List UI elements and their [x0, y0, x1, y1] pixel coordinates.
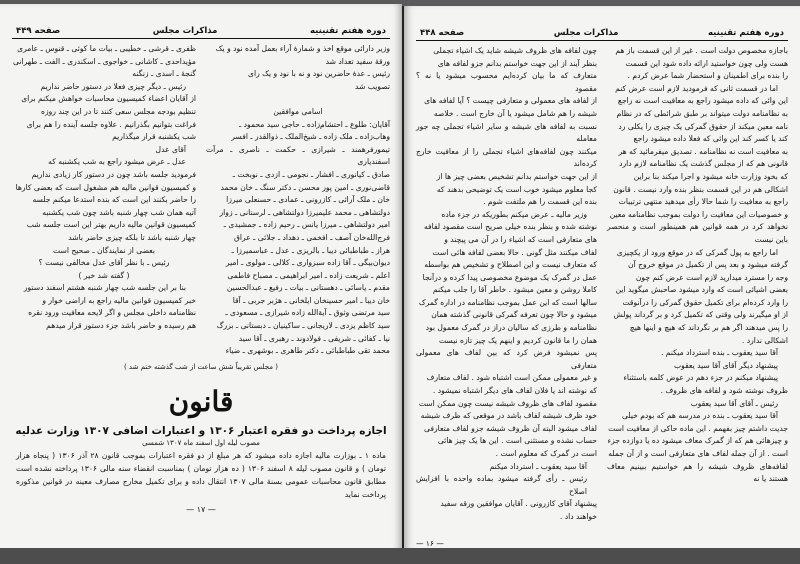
text-line: کمیسیون قوانین مالیه داریم بهتر این است جلسه شب	[26, 220, 196, 230]
adjournment-note: ( مجلس تقریباً شش ساعت از شب گذشته ختم شد )	[123, 362, 279, 371]
text-line: خود ظرف شیشه لفاف باشد در موقعی که ظرف شیشه	[420, 411, 597, 421]
text-line: آقا سید یعقوب ـ بنده استرداد میکنم .	[660, 348, 778, 358]
text-line: مقدم ـ یاسائی ـ دهستانی ـ بیات ـ رفیع ـ عبدالحسین	[226, 283, 390, 293]
text-line: سید کاظم یزدی ـ لاریجانی ـ ساکینیان ـ دبستانی ـ بزرگ	[216, 321, 390, 331]
text-line: آقای عدل	[155, 144, 186, 154]
text-line: فراغت بتوانیم بگذرانیم . علاوه جلسه آینده را هم برای	[26, 119, 196, 129]
text-line: وجه را مسترد میدارید لازم است عرض کنم چون	[635, 272, 788, 282]
text-line: خواهند داد .	[559, 511, 597, 521]
text-line: آقا سید یعقوب ـ بنده در مدرسه هم که بودم خیلی	[621, 411, 778, 421]
text-line: تیمورفرهمند ـ شیرازی ـ حکمت ـ ناصری ـ مرآت اسفندیاری	[206, 144, 390, 167]
text-line: سید مرتضی وثوق ـ آیة‌الله زاده شیرازی ـ مسعودی ـ	[225, 308, 390, 318]
text-line: است . از آن جمله لفاف های متعارفی است و از آن جمله	[608, 449, 788, 458]
right-page	[402, 6, 800, 554]
text-line: هم رسیده و حاضر باشد جزء دستور قرار میدهم	[46, 321, 196, 331]
text-line: رئیس ـ آقای آقا سید یعقوب	[690, 398, 778, 408]
text-line: کند یا کسر کند این وائی که فعلا داده میشود راجع	[633, 134, 788, 144]
text-line: باجازه مخصوص دولت است . غیر از این قسمت باز هم	[615, 46, 788, 55]
text-line: و چیزهائی هم که از گمرک معاف میشود ده یا دوازده جزء	[607, 436, 788, 446]
text-line: مؤیداحدی ـ کاشانی ـ خواجوی ـ اسکندری ـ الفت ـ طهرانی	[13, 56, 196, 66]
text-line: گنجهٔ ـ اسدی ـ زنگنه	[132, 69, 196, 79]
text-line: حساب نشده و مستثنی است . این ها یک چیز هائی	[437, 436, 597, 446]
text-line: بنده این قسمت را هم ملتفت شوم .	[483, 197, 597, 207]
text-line: خبر کمیسیون قوانین مالیه راجع به اراضی خوار و	[42, 295, 196, 305]
text-line: رئیس ـ عدهٔ حاضرین نود و نه با نود و یک رای	[248, 69, 390, 79]
text-line: دیوان‌بیگی ـ آقا زاده سبزواری ـ کلالی ـ مولوی ـ امیر	[225, 258, 390, 268]
text-line: را بنده برای اطمینان و استحضار شما عرض کردم .	[627, 71, 788, 81]
text-line: وزیر مالیه ـ عرض میکنم بطوریکه در جزء ماده	[441, 209, 587, 219]
text-line: شب یکشنبه قرار میگذاریم	[112, 132, 196, 142]
law-approval-date: مصوب لیله اول اسفند ماه ۱۳۰۷ شمسی	[142, 438, 260, 447]
right-folio: — ۱۶ —	[416, 539, 444, 548]
text-line: نسبت به لفافه های شیشه و سایر اشیاء تجملی چه جور معامله	[416, 121, 597, 144]
text-line: از لفافه های معمولی و متعارفی چیست ؟ آیا لفافه های	[424, 96, 597, 106]
text-line: آتیه همان شب چهار شنبه باشد چون شب یکشنبه	[42, 207, 196, 217]
text-line: رئیس ـ رأی گرفته میشود بماده واحده با افزایش اصلاح	[416, 474, 587, 496]
text-line: و خصوصیات این معافیت را دولت بموجب نظامنامه معین	[609, 209, 788, 219]
text-line: است در گمرک که معلوم است .	[495, 449, 597, 458]
text-line: پیشنهاد آقای کازرونی . آقایان موافقین ورقه سفید	[440, 499, 597, 509]
text-line: های متعارفی است که اشیاء را در آن می پیچند و	[444, 234, 597, 244]
text-line: اما در قسمت ثانی که فرمودید لازم است عرض کنم	[615, 83, 778, 93]
text-line: از این جهت خواستم بدانم تشخیص بعضی چیز ها از	[436, 171, 597, 181]
text-line: که بخود وزارت خانه میشود و اجرا میکند بنا براین	[633, 171, 788, 181]
text-line: ( گفته شد خیر )	[78, 270, 130, 280]
text-line: و غیر معمولی ممکن است اشتباه شود . لفاف متعارف	[426, 373, 597, 383]
text-line: به نظامنامه دولت میتواند بر طبق شرائطی که در نظام	[616, 108, 788, 118]
text-line: چون لفافه های ظروف شیشه شاید یک اشیاء تجملی	[433, 46, 597, 55]
text-line: قانونی هم که از مجلس گذشت یک نظامنامه لازم دارد	[619, 159, 788, 169]
right-journal-title: مذاکرات مجلس	[553, 28, 619, 38]
text-line: بعضی از نمایندگان ـ صحیح است	[53, 245, 155, 255]
left-page-left-column	[12, 43, 196, 358]
text-line: راجع به معافیت را شما حالا رأی میدهید منتهی ترتیبات	[618, 197, 788, 207]
left-running-head	[12, 22, 390, 39]
text-line: نظامنامه داخلی مجلس و اگر لایحه معافیت ورود نقره	[28, 308, 196, 318]
text-line	[206, 93, 390, 106]
text-line: را پس میدهند اگر هم بر نگرداند که هیچ و اینها هیچ	[629, 323, 788, 333]
text-line: از آقایان اعضاء کمیسیون محاسبات خواهش میکنم برای	[21, 94, 196, 104]
text-line: فرمودید جلسه باشد چون در دستور کار زیادی نداریم	[31, 169, 196, 179]
text-line: نوشته شده و بنظر بنده خیلی صریح است مقصود لفافه	[423, 222, 597, 232]
text-line: کاملا روشن و معین میشود . خاطر آقا را جلب میکنم	[432, 285, 597, 295]
text-line: خان ـ ملک آرائی ـ کازرونی ـ عمادی ـ حسنعلی میرزا	[226, 195, 390, 205]
text-line: صادق ـ کیانوری ـ افشار ـ نجومی ـ ازدی ـ نوبخت ـ	[232, 169, 390, 179]
text-line: کجا معلوم میشود خوب است یک توضیحی بدهند که	[436, 184, 597, 194]
text-line: را حاضر بکنند این است که بنده استدعا میکنم جلسه	[32, 195, 196, 205]
text-line: جدیت داشتم چیز بفهمم . این ماده حاکی از معافیت است	[608, 423, 788, 433]
text-line: پیشنهاد دیگر آقای آقا سید یعقوب	[674, 360, 778, 370]
text-line: چهار شنبه باشد تا بلکه چیزی حاضر باشد	[68, 232, 196, 242]
text-line: خان دیبا ـ امیر حسینخان ایلخانی ـ هژبر جربی ـ آقا	[232, 295, 390, 305]
text-line: پس نمیشود فرض کرد که بین لفاف های معمولی متعارفی	[416, 348, 597, 370]
text-line: فرج‌الله‌خان آصف ـ افخمی ـ دهداد ـ جلائی ـ عراق	[234, 232, 390, 242]
text-line: همان را ما قانون کردیم و اینهم یک چیز تازه نیست	[438, 335, 597, 345]
text-line: سالها است که این عمل بموجب نظامنامه در اداره گمرک	[418, 297, 597, 307]
text-line: رئیس ـ با نظر آقای عدل مخالفی نیست ؟	[38, 258, 170, 268]
text-line: نظامنامه و طرزی که سالیان دراز در گمرک معمول بود	[425, 323, 597, 333]
text-line: مقصود لفاف های ظروف شیشه نیست چون ممکن است	[418, 398, 597, 408]
text-line: لفافه‌های ظروف شیشه را هم خواستیم ببینیم معاف هستند یا نه	[607, 461, 788, 484]
left-page-number: صفحه ۴۴۹	[16, 26, 61, 36]
text-line: وزیر دارائی موقع اخذ و شمارهٔ آراء بعمل آمده نود و یک	[215, 44, 390, 53]
law-article-1: ماده ۱ ـ بوزارت مالیه اجازه داده میشود که هر مبلغ از دو فقره اعتبارات بموجب قانون ۲۸ آذر ۱۳۰۶ ( پنجاه هزار تومان ) و قانون مصوب لیله ۸ اسفند ۱۳۰۶ ( ده هزار تومان ) بمناسبت انقضاء سنه مالی ۱۳۰۶ پرداخته نشده است مطابق قانون محاسبات عمومی بسنهٔ مالی ۱۳۰۷ انتقال داده و برای تکمیل مخارج مصارف معینه در قوانین مذکوره پرداخت نماید	[16, 450, 387, 499]
text-line: اسامی موافقین	[273, 106, 323, 116]
text-line: اعلم ـ شریعت زاده ـ امیر ابراهیمی ـ مصباح فاطمی	[227, 270, 390, 280]
text-line: امیر دولتشاهی ـ میرزا یانس ـ رحیم زاده ـ جمشیدی ـ	[223, 220, 390, 230]
text-line: آقایان: طلوع ـ احتشام‌زاده ـ حاجی سید محمود ـ	[239, 119, 390, 129]
right-page-number: صفحه ۴۴۸	[420, 28, 465, 38]
text-line: این وائی که داده میشود راجع به معافیت است نه راجع	[617, 96, 788, 106]
left-page-right-column	[206, 43, 390, 358]
text-line: پیشنهاد میکنم در جزء دهم در عوض کلمه باستثناء	[623, 373, 778, 383]
left-page	[0, 4, 402, 552]
text-line: هست ولی چون خواستید ارائه داده شود این قسمت	[625, 58, 788, 68]
text-line: اما راجع به پول گمرکی که در موقع ورود از یکچیزی	[616, 247, 778, 257]
text-line: بعضی اشیائی است که وارد میشود صاحبش میگوید این	[615, 285, 788, 295]
right-page-left-column	[416, 45, 597, 524]
text-line: بنظر آیند از این جهت خواستم بدانم جزو لفافه های	[437, 58, 597, 68]
text-line: و کمیسیون قوانین مالیه هم مشغول است که بعضی کارها	[15, 182, 196, 192]
text-line: گرفته میشود و بعد پس از تکمیل در موقع خروج آن	[628, 260, 788, 270]
text-line: از او میگیرند ولی وقتی که تکمیل کرد و بر گرداند پولش	[613, 310, 788, 320]
text-line: قاضی‌نوری ـ امین پور محسن ـ دکتر سنگ ـ خان محمد	[220, 182, 390, 192]
left-columns	[12, 43, 390, 358]
law-heading: قانون	[168, 384, 234, 418]
left-folio: — ۱۷ —	[186, 504, 216, 514]
text-line: هراز ـ طباطبائی دیبا ـ بالریزی ـ عدل ـ عباسمیرزا ـ	[231, 245, 390, 255]
text-line: بنا بر این جلسه شب چهار شنبه هشتم اسفند دستور	[23, 283, 186, 293]
text-line: رئیس ـ دیگر چیزی فعلا در دستور حاضر نداریم	[40, 81, 186, 91]
text-line: به معافیت است نه نظامنامه . تصدیق میفرمائید که هر	[618, 146, 788, 156]
left-journal-title: مذاکرات مجلس	[152, 26, 218, 36]
text-line: ظروف نوشته شود و لفافه های ظروف .	[660, 386, 788, 396]
law-subtitle: اجازه پرداخت دو فقره اعتبار ۱۳۰۶ و اعتبارات اضافی ۱۳۰۷ وزارت عدلیه	[15, 424, 387, 437]
right-session-label: دوره هفتم تقنینیه	[708, 28, 784, 38]
text-line: که متعارف نیست و این اصطلاح و تشخیص هم بواسطه	[424, 260, 597, 270]
text-line: وهاب‌زاده ـ ملک زاده ـ شیخ‌الملک ـ ذوالقدر ـ افسر	[231, 132, 390, 142]
text-line: لفاف میشود البته آن ظروف شیشه جزو لفاف متعارفی	[424, 423, 597, 433]
text-line: اشکالی هم در این قسمت بنظر بنده وارد نیست . قانون	[613, 184, 788, 194]
text-line: تنظیم بودجه مجلس سعی کنند تا در این چند روزه	[40, 106, 196, 116]
text-line: نیا ـ کفائی ـ شریفی ـ فولادوند ـ رهبری ـ آقا سید	[238, 333, 390, 343]
text-line: عمل در گمرک یک موضوع مخصوصی پیدا کرده و درآنجا	[422, 272, 597, 282]
text-line: متعارف که ما بیان کرده‌ایم محسوب میشود یا نه ؟ مقصود	[416, 71, 597, 93]
right-columns	[416, 45, 788, 524]
text-line: نامه معین میکند از حقوق گمرکی یک چیزی را یکلی رد	[618, 121, 788, 131]
scan-bottom-edge	[0, 548, 800, 564]
text-line: محمد تقی طباطبائی ـ دکتر طاهری ـ بوشهری ـ ضیاء	[225, 346, 390, 356]
text-line: آقا سید یعقوب ـ استرداد میکنم	[489, 461, 587, 471]
text-line: لفاف میکنند مثل گونی . حالا بعضی لفافه هائی است	[432, 247, 597, 257]
text-line: را وارد کرده‌ام برای تکمیل حقوق گمرکی را درآنوقت	[622, 297, 788, 307]
text-line: تصویب شد	[355, 81, 390, 91]
left-session-label: دوره هفتم تقنینیه	[310, 26, 386, 36]
text-line: میکنند چون لفافه‌های اشیاء تجملی را از معافیت خارج کرده‌اند	[416, 146, 597, 169]
text-line: ورقهٔ سفید تعداد شد	[325, 56, 390, 66]
right-page-right-column	[607, 45, 788, 524]
text-line: دولتشاهی ـ محمد علیمیرزا دولتشاهی ـ لرستانی ـ زوار	[219, 207, 390, 217]
right-running-head	[416, 24, 788, 41]
text-line: اشکالی ندارد .	[741, 335, 788, 345]
text-line: میشود و حالا چون تعرفه گمرکی قانونی گذشته همان	[431, 310, 597, 320]
text-line: ظفری ـ قرشی ـ خطیبی ـ بیات ما کوئی ـ قنوس ـ عامری	[17, 44, 196, 53]
text-line: نخواهد کرد در همه قوانین هم همینطور است و منحصر باین نیست	[607, 222, 788, 244]
text-line: شیشه را هم شامل میشود یا آن خارج است . خلاصه	[433, 108, 597, 118]
text-line: که نوشته اند یا فلان لفاف های دیگر اشتباه نمیشود .	[432, 386, 597, 396]
text-line: عدل ـ عرض میشود راجع به شب یکشنبه که	[48, 157, 186, 167]
